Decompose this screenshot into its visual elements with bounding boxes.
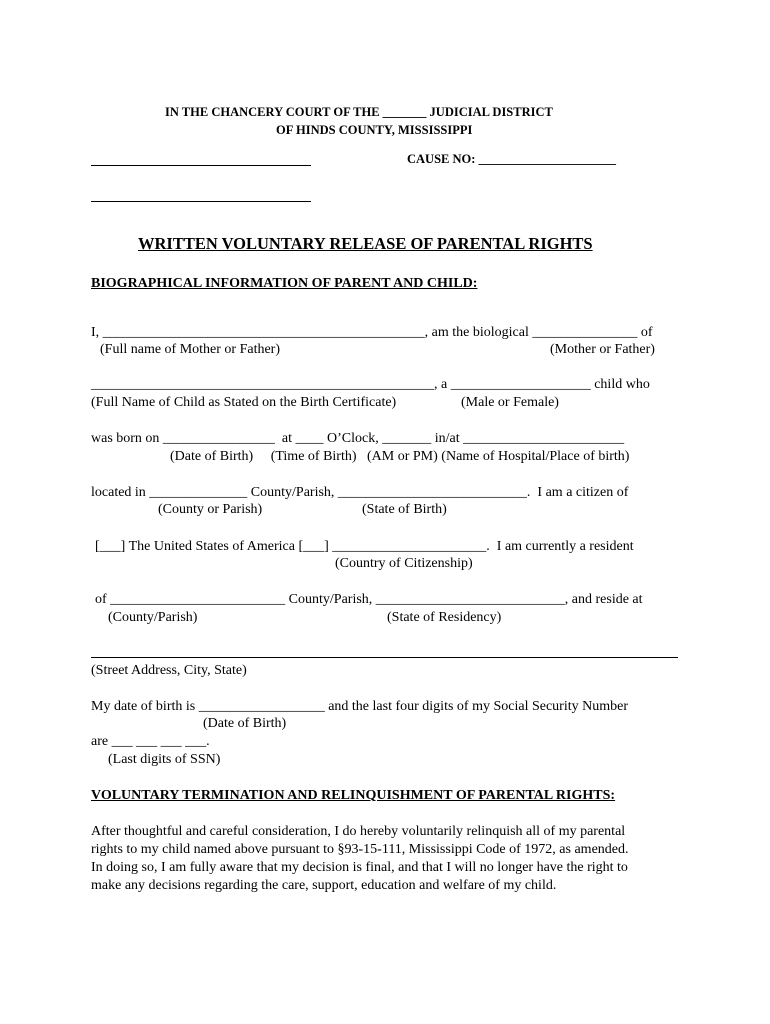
termination-paragraph-line: In doing so, I am fully aware that my decision is final, and that I will no longer have the right to xyxy=(91,860,628,875)
ssn-caption: (Last digits of SSN) xyxy=(108,752,221,767)
child-sex-caption: (Male or Female) xyxy=(461,395,559,410)
parent-dob-line: My date of birth is __________________ and the last four digits of my Social Security Number xyxy=(91,699,628,714)
birth-details-line: was born on ________________ at ____ O’Clock, _______ in/at _______________________ xyxy=(91,431,625,446)
county-heading-line: OF HINDS COUNTY, MISSISSIPPI xyxy=(276,123,473,137)
cause-number: CAUSE NO: ______________________ xyxy=(407,152,617,166)
state-of-residency-caption: (State of Residency) xyxy=(387,610,502,625)
parent-name-line: I, ______________________________________________, am the biological _______________ of xyxy=(91,325,653,340)
birth-details-caption: (Date of Birth) (Time of Birth) (AM or PM) (Name of Hospital/Place of birth) xyxy=(170,449,630,464)
child-name-caption: (Full Name of Child as Stated on the Birth Certificate) xyxy=(91,395,397,410)
parent-dob-caption: (Date of Birth) xyxy=(203,716,287,731)
termination-paragraph-line: After thoughtful and careful consideration, I do hereby voluntarily relinquish all of my parental xyxy=(91,824,626,839)
county-parish-caption: (County or Parish) xyxy=(158,502,263,517)
termination-paragraph-line: rights to my child named above pursuant to §93-15-111, Mississippi Code of 1972, as amended. xyxy=(91,842,629,857)
termination-paragraph-line: make any decisions regarding the care, support, education and welfare of my child. xyxy=(91,878,557,893)
parent-name-caption: (Full name of Mother or Father) xyxy=(100,342,281,357)
street-address-blank[interactable] xyxy=(91,657,678,658)
residence-county-caption: (County/Parish) xyxy=(108,610,198,625)
termination-section-heading: VOLUNTARY TERMINATION AND RELINQUISHMENT OF PARENTAL RIGHTS: xyxy=(91,788,616,803)
court-heading-line: IN THE CHANCERY COURT OF THE _______ JUDICIAL DISTRICT xyxy=(165,105,553,119)
birth-location-line: located in ______________ County/Parish, ___________________________. I am a citizen of xyxy=(91,485,629,500)
citizenship-line: [___] The United States of America [___] ______________________. I am currently a resident xyxy=(95,539,634,554)
party-name-blank-1[interactable] xyxy=(91,165,311,166)
document-title: WRITTEN VOLUNTARY RELEASE OF PARENTAL RIGHTS xyxy=(138,234,593,253)
street-address-caption: (Street Address, City, State) xyxy=(91,663,247,678)
residency-line: of _________________________ County/Parish, ___________________________, and reside at xyxy=(95,592,643,607)
ssn-digits-line: are ___ ___ ___ ___. xyxy=(91,734,210,749)
state-of-birth-caption: (State of Birth) xyxy=(362,502,447,517)
bio-section-heading: BIOGRAPHICAL INFORMATION OF PARENT AND CHILD: xyxy=(91,276,478,291)
mother-father-caption: (Mother or Father) xyxy=(550,342,655,357)
child-name-line: _________________________________________________, a ____________________ child who xyxy=(91,377,650,392)
citizenship-caption: (Country of Citizenship) xyxy=(335,556,473,571)
party-name-blank-2[interactable] xyxy=(91,201,311,202)
